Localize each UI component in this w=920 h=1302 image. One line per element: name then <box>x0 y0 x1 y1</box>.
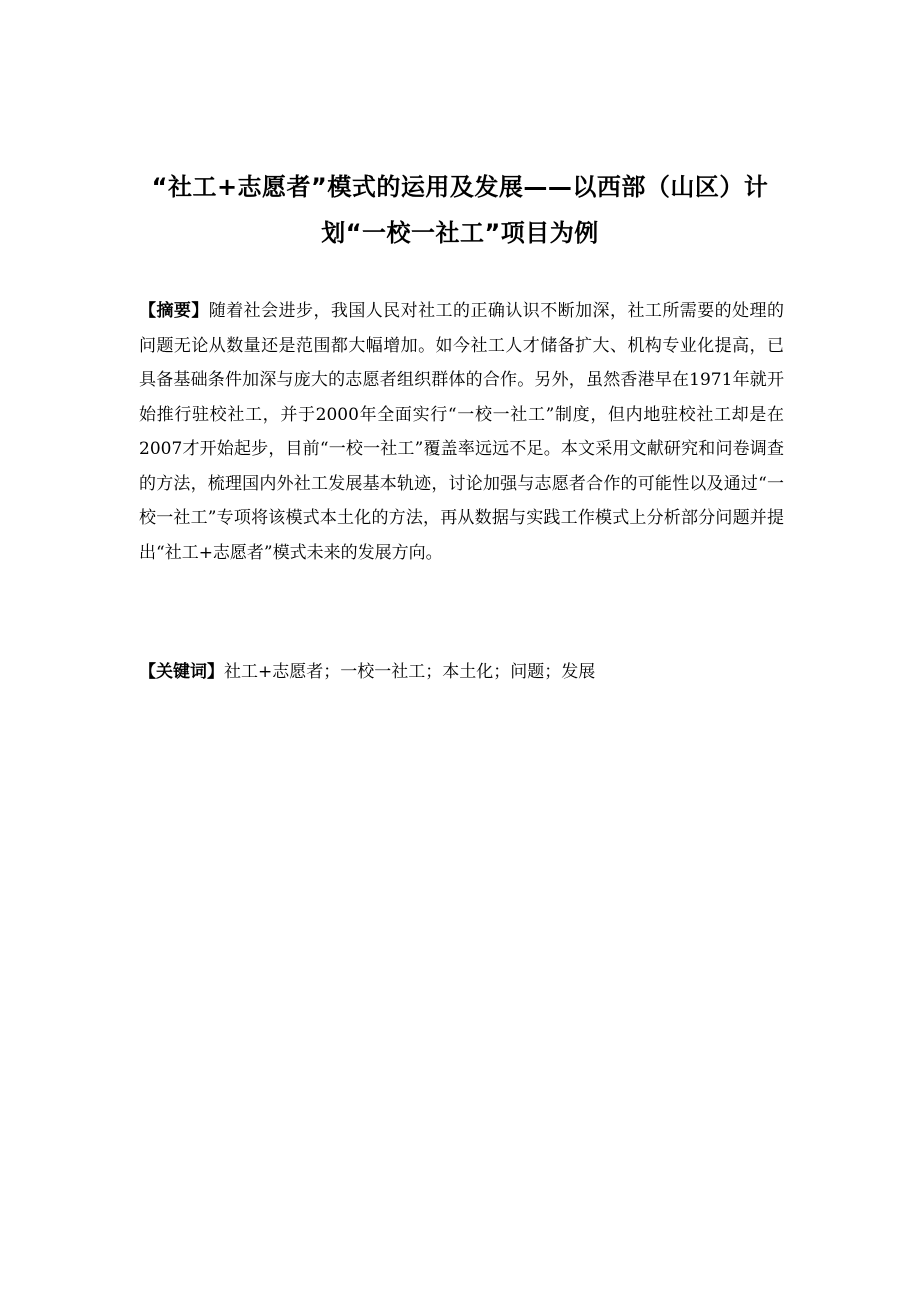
abstract-label: 【摘要】 <box>139 301 209 321</box>
abstract-paragraph <box>139 294 784 570</box>
document-title <box>130 164 790 256</box>
keywords-text: 社工+志愿者；一校一社工；本土化；问题；发展 <box>224 662 596 682</box>
abstract-text: 随着社会进步，我国人民对社工的正确认识不断加深，社工所需要的处理的问题无论从数量还是范围都大幅增加。如今社工人才储备扩大、机构专业化提高，已具备基础条件加深与庞大的志愿者组织群体的合作。另外，虽然香港早在1971年就开始推行驻校社工，并于2000年全面实行“一校一社工”制度，但内地驻校社工却是在2007才开始起步，目前“一校一社工”覆盖率远远不足。本文采用文献研究和问卷调查的方法，梳理国内外社工发展基本轨迹，讨论加强与志愿者合作的可能性以及通过“一校一社工”专项将该模式本土化的方法，再从数据与实践工作模式上分析部分问题并提出“社工+志愿者”模式未来的发展方向。 <box>139 301 785 563</box>
keywords-label: 【关键词】 <box>139 662 224 682</box>
title-line-2: 划“一校一社工”项目为例 <box>321 219 599 247</box>
keywords-paragraph <box>139 655 784 689</box>
title-line-1: “社工+志愿者”模式的运用及发展——以西部（山区）计 <box>151 173 769 201</box>
